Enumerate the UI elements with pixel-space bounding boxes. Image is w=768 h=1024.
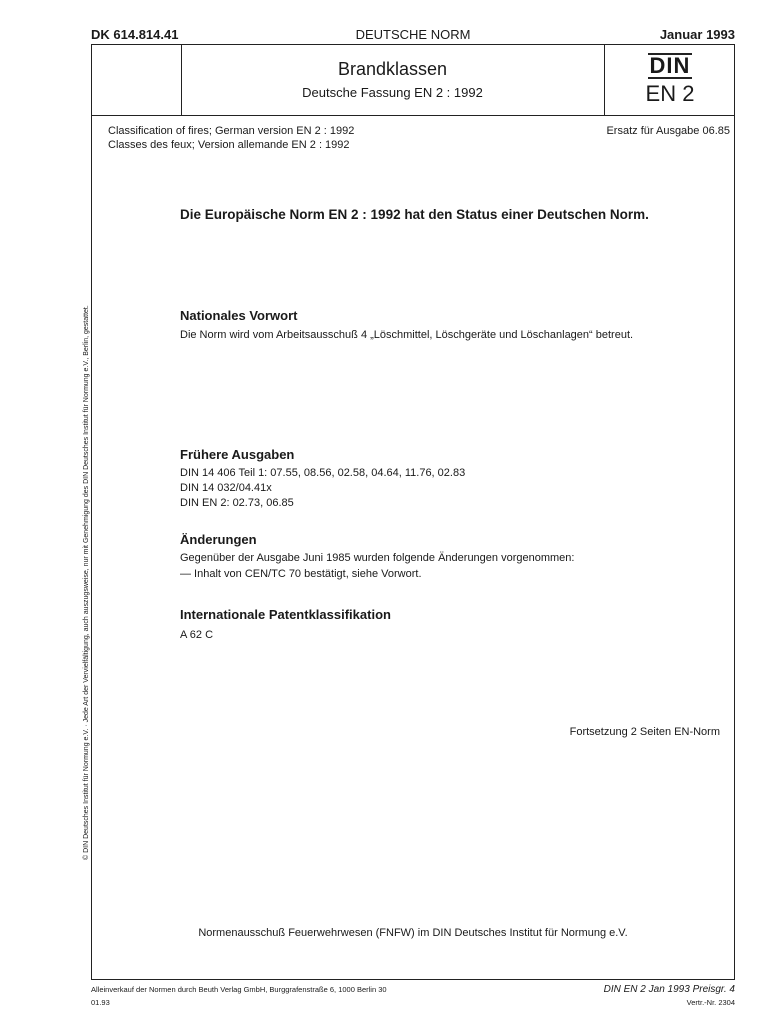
committee-line: Normenausschuß Feuerwehrwesen (FNFW) im DIN Deutsches Institut für Normung e.V. <box>198 927 628 939</box>
previous-edition-line: DIN 14 406 Teil 1: 07.55, 08.56, 02.58, 04.64, 11.76, 02.83 <box>180 467 466 479</box>
footer-sales: Alleinverkauf der Normen durch Beuth Verlag GmbH, Burggrafenstraße 6, 1000 Berlin 30 <box>91 985 387 994</box>
din-logo: DIN <box>649 53 691 78</box>
previous-edition-line: DIN EN 2: 02.73, 06.85 <box>180 497 294 509</box>
changes-item: — Inhalt von CEN/TC 70 bestätigt, siehe Vorwort. <box>180 568 422 580</box>
foreword-text: Die Norm wird vom Arbeitsausschuß 4 „Löschmittel, Löschgeräte und Löschanlagen“ betreut. <box>180 329 634 341</box>
section-changes <box>180 532 650 581</box>
header-divider-left <box>181 45 182 115</box>
header-box <box>91 44 735 116</box>
footer-vertr: Vertr.-Nr. 2304 <box>686 998 735 1007</box>
patent-classification-value: A 62 C <box>180 629 214 641</box>
previous-edition-line: DIN 14 032/04.41x <box>180 482 272 494</box>
sidebar-copyright: © DIN Deutsches Institut für Normung e.V. · Jede Art der Vervielfältigung, auch auszugsweise, nur mit Genehmigung des DIN Deutsches Institut für Normung e.V., Berlin, gestattet. <box>83 305 90 860</box>
norm-type: DEUTSCHE NORM <box>355 27 471 42</box>
french-title: Classes des feux; Version allemande EN 2 : 1992 <box>108 139 350 151</box>
footer-code: 01.93 <box>91 998 110 1007</box>
changes-heading: Änderungen <box>180 532 257 547</box>
document-title: Brandklassen <box>337 59 448 79</box>
section-previous-editions <box>180 447 650 510</box>
top-bar <box>91 24 735 44</box>
english-title: Classification of fires; German version EN 2 : 1992 <box>108 125 355 137</box>
footer-reference: DIN EN 2 Jan 1993 Preisgr. 4 <box>603 984 735 995</box>
dk-number: DK 614.814.41 <box>91 27 179 42</box>
publication-date: Januar 1993 <box>659 27 735 42</box>
document-subtitle: Deutsche Fassung EN 2 : 1992 <box>302 85 483 100</box>
previous-editions-heading: Frühere Ausgaben <box>180 447 295 462</box>
changes-text: Gegenüber der Ausgabe Juni 1985 wurden folgende Änderungen vorgenommen: <box>180 552 575 564</box>
section-foreword <box>180 308 650 342</box>
replaces-edition: Ersatz für Ausgabe 06.85 <box>606 125 730 137</box>
continuation-note: Fortsetzung 2 Seiten EN-Norm <box>569 726 720 738</box>
foreword-heading: Nationales Vorwort <box>180 308 298 323</box>
patent-classification-heading: Internationale Patentklassifikation <box>180 607 391 622</box>
standard-number: EN 2 <box>645 81 695 106</box>
status-statement: Die Europäische Norm EN 2 : 1992 hat den Status einer Deutschen Norm. <box>180 207 649 222</box>
section-patent-classification <box>180 607 650 642</box>
